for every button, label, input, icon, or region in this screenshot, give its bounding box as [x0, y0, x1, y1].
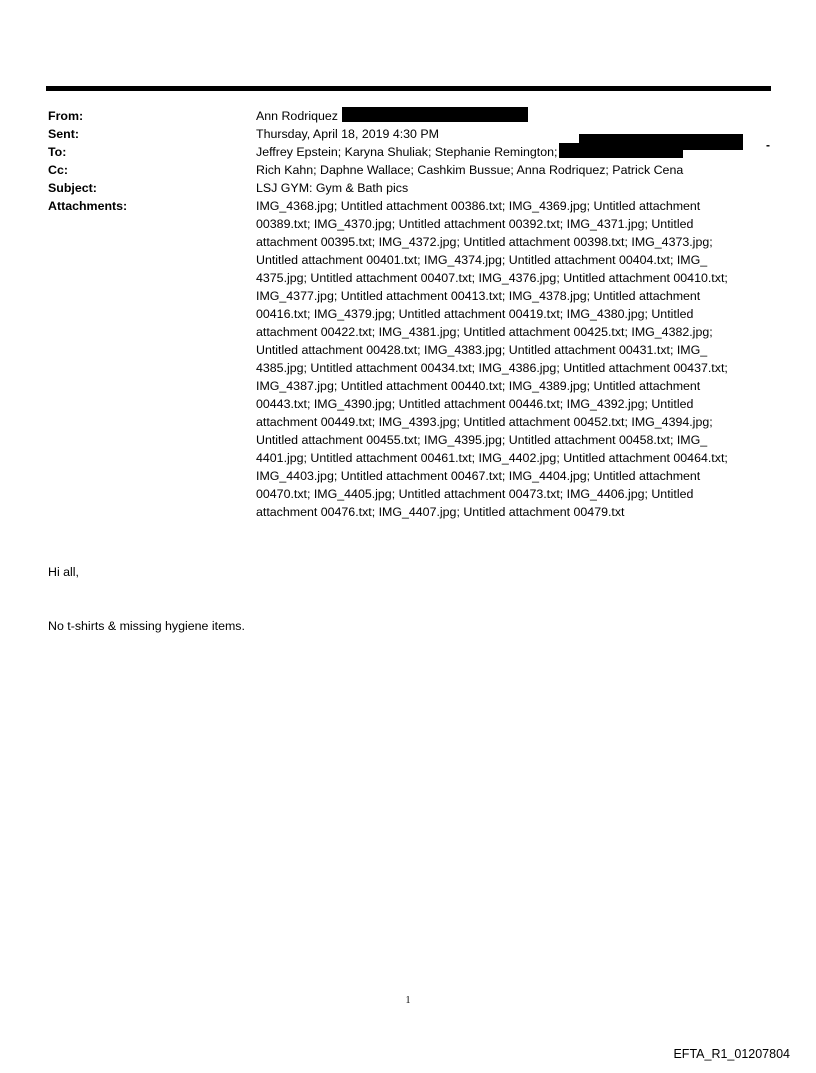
attachments-line: IMG_4368.jpg; Untitled attachment 00386.txt; IMG_4369.jpg; Untitled attachment — [256, 199, 701, 213]
sent-label: Sent: — [48, 127, 79, 141]
subject-value: LSJ GYM: Gym & Bath pics — [256, 181, 409, 195]
cc-row — [48, 161, 772, 179]
subject-label: Subject: — [48, 181, 97, 195]
cc-value: Rich Kahn; Daphne Wallace; Cashkim Bussue; Anna Rodriquez; Patrick Cena — [256, 163, 684, 177]
attachments-list — [256, 197, 772, 521]
header-divider — [46, 86, 771, 91]
attachments-line: 00470.txt; IMG_4405.jpg; Untitled attachment 00473.txt; IMG_4406.jpg; Untitled — [256, 487, 694, 501]
bates-number: EFTA_R1_01207804 — [673, 1047, 790, 1061]
attachments-line: Untitled attachment 00401.txt; IMG_4374.jpg; Untitled attachment 00404.txt; IMG_ — [256, 253, 708, 267]
page-number: 1 — [405, 995, 411, 1006]
attachments-row — [48, 197, 772, 521]
email-header — [48, 107, 772, 521]
attachments-line: IMG_4377.jpg; Untitled attachment 00413.txt; IMG_4378.jpg; Untitled attachment — [256, 289, 701, 303]
attachments-line: attachment 00476.txt; IMG_4407.jpg; Untitled attachment 00479.txt — [256, 505, 625, 519]
redaction-box — [579, 134, 743, 150]
subject-row — [48, 179, 772, 197]
attachments-line: Untitled attachment 00428.txt; IMG_4383.jpg; Untitled attachment 00431.txt; IMG_ — [256, 343, 708, 357]
attachments-line: 4375.jpg; Untitled attachment 00407.txt; IMG_4376.jpg; Untitled attachment 00410.txt; — [256, 271, 728, 285]
message-greeting: Hi all, — [48, 565, 79, 579]
to-trailing-mark: - — [766, 138, 770, 152]
attachments-line: IMG_4387.jpg; Untitled attachment 00440.txt; IMG_4389.jpg; Untitled attachment — [256, 379, 701, 393]
attachments-label: Attachments: — [48, 199, 128, 213]
attachments-line: attachment 00449.txt; IMG_4393.jpg; Untitled attachment 00452.txt; IMG_4394.jpg; — [256, 415, 713, 429]
from-value — [256, 107, 772, 125]
message-body: No t-shirts & missing hygiene items. — [48, 619, 245, 633]
attachments-line: 00389.txt; IMG_4370.jpg; Untitled attachment 00392.txt; IMG_4371.jpg; Untitled — [256, 217, 694, 231]
from-label: From: — [48, 109, 84, 123]
attachments-line: 4385.jpg; Untitled attachment 00434.txt; IMG_4386.jpg; Untitled attachment 00437.txt; — [256, 361, 728, 375]
to-recipients: Jeffrey Epstein; Karyna Shuliak; Stephanie Remington; — [256, 145, 558, 159]
attachments-line: 00416.txt; IMG_4379.jpg; Untitled attachment 00419.txt; IMG_4380.jpg; Untitled — [256, 307, 694, 321]
sent-value: Thursday, April 18, 2019 4:30 PM — [256, 127, 439, 141]
to-label: To: — [48, 145, 67, 159]
attachments-line: 4401.jpg; Untitled attachment 00461.txt; IMG_4402.jpg; Untitled attachment 00464.txt; — [256, 451, 728, 465]
attachments-line: 00443.txt; IMG_4390.jpg; Untitled attachment 00446.txt; IMG_4392.jpg; Untitled — [256, 397, 694, 411]
attachments-line: IMG_4403.jpg; Untitled attachment 00467.txt; IMG_4404.jpg; Untitled attachment — [256, 469, 701, 483]
attachments-line: Untitled attachment 00455.txt; IMG_4395.jpg; Untitled attachment 00458.txt; IMG_ — [256, 433, 708, 447]
attachments-line: attachment 00395.txt; IMG_4372.jpg; Untitled attachment 00398.txt; IMG_4373.jpg; — [256, 235, 713, 249]
from-row — [48, 107, 772, 125]
redaction-box — [342, 107, 528, 122]
cc-label: Cc: — [48, 163, 68, 177]
from-name: Ann Rodriquez — [256, 109, 338, 123]
attachments-line: attachment 00422.txt; IMG_4381.jpg; Untitled attachment 00425.txt; IMG_4382.jpg; — [256, 325, 713, 339]
